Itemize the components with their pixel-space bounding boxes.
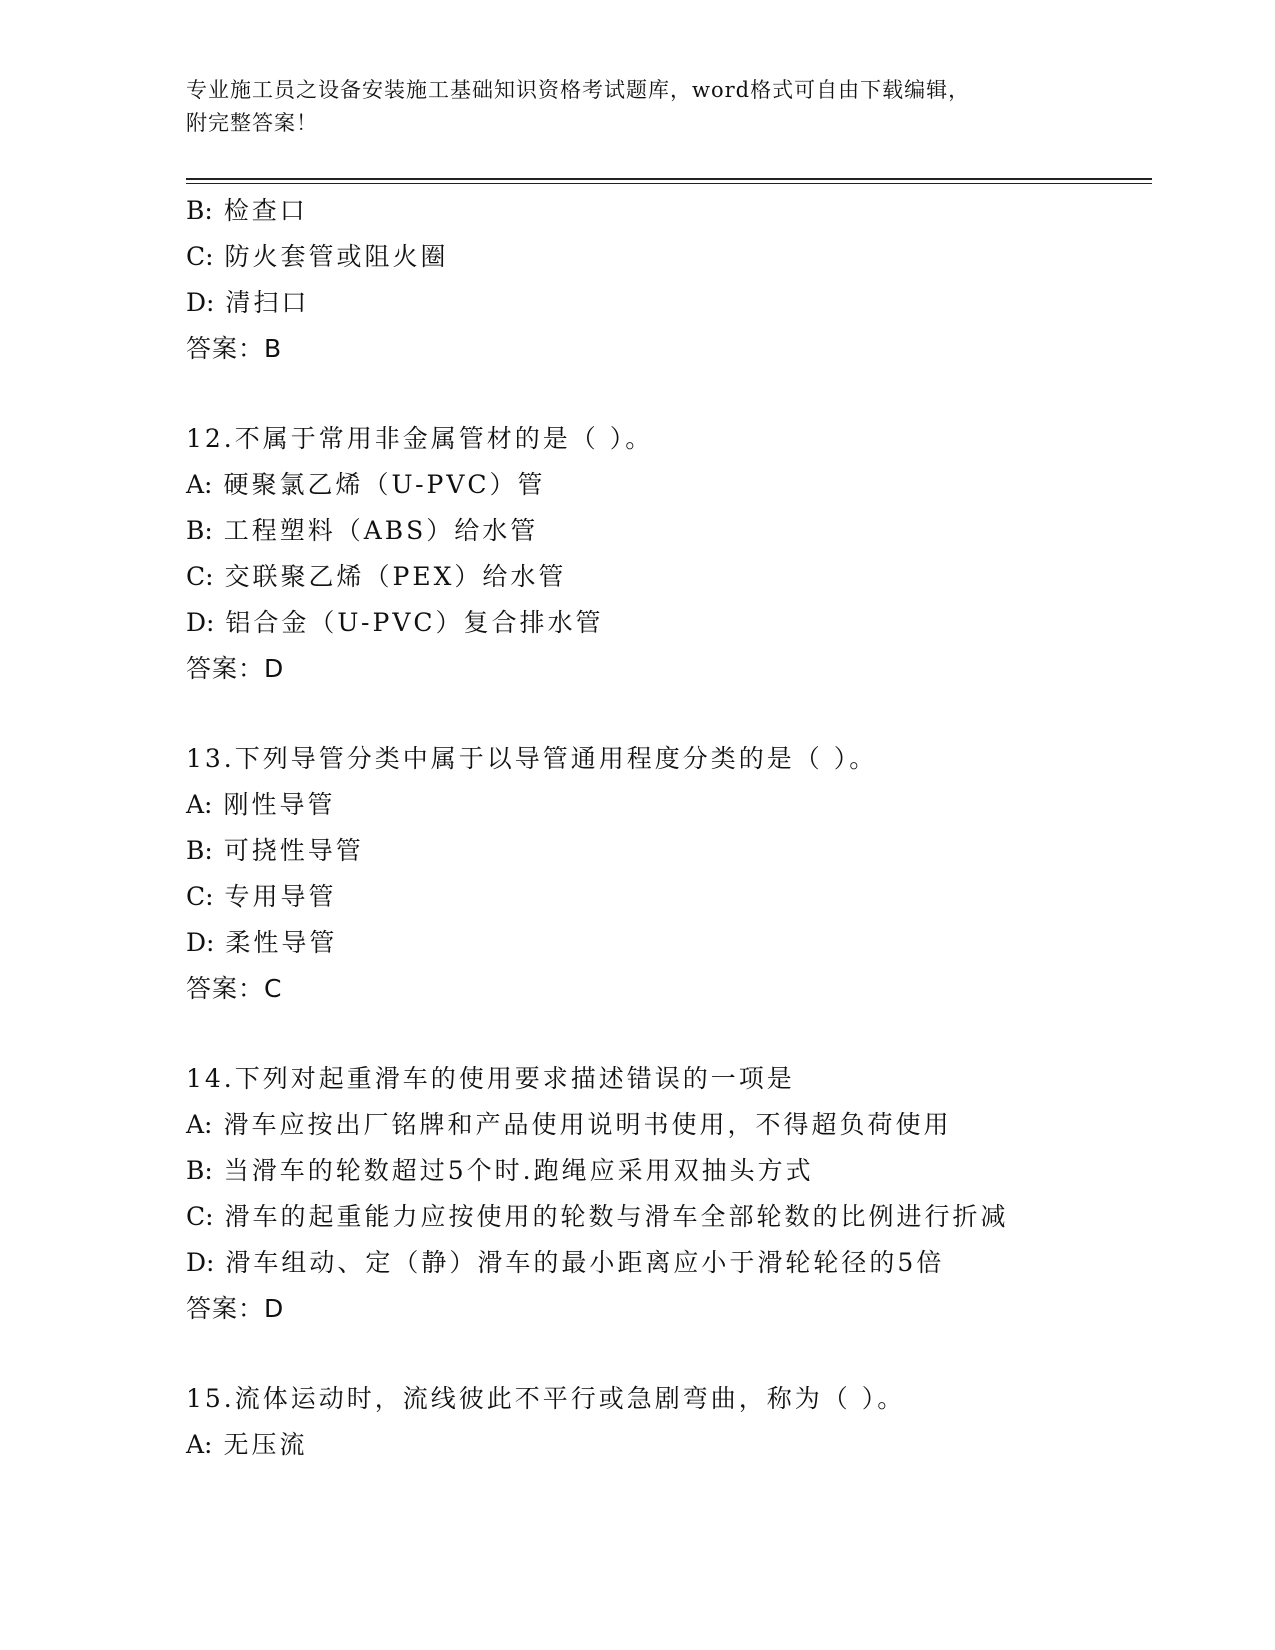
option-line bbox=[186, 782, 1152, 828]
option-line bbox=[186, 1148, 1152, 1194]
option-key: B: bbox=[186, 516, 213, 545]
option-text: 滑车组动、定（静）滑车的最小距离应小于滑轮轮径的5倍 bbox=[225, 1248, 945, 1277]
question-block-14 bbox=[186, 1056, 1152, 1332]
option-text: 专用导管 bbox=[224, 882, 337, 911]
option-key: A: bbox=[186, 470, 213, 499]
option-line bbox=[186, 600, 1152, 646]
option-text: 检查口 bbox=[223, 196, 308, 225]
option-text: 清扫口 bbox=[225, 288, 310, 317]
option-line bbox=[186, 1102, 1152, 1148]
header-line-1: 专业施工员之设备安装施工基础知识资格考试题库，word格式可自由下载编辑， bbox=[186, 78, 971, 102]
option-line bbox=[186, 508, 1152, 554]
option-text: 防火套管或阻火圈 bbox=[224, 242, 449, 271]
option-key: D: bbox=[186, 1248, 215, 1277]
option-key: D: bbox=[186, 928, 215, 957]
option-text: 可挠性导管 bbox=[223, 836, 364, 865]
option-text: 交联聚乙烯（PEX）给水管 bbox=[224, 562, 567, 591]
option-line bbox=[186, 554, 1152, 600]
option-line bbox=[186, 1240, 1152, 1286]
option-line bbox=[186, 188, 1152, 234]
option-key: A: bbox=[186, 1110, 213, 1139]
option-text: 滑车应按出厂铭牌和产品使用说明书使用，不得超负荷使用 bbox=[223, 1110, 952, 1139]
option-line bbox=[186, 874, 1152, 920]
option-text: 柔性导管 bbox=[225, 928, 338, 957]
answer-line: 答案：D bbox=[186, 654, 285, 683]
option-line bbox=[186, 234, 1152, 280]
document-header bbox=[186, 74, 1086, 140]
option-key: D: bbox=[186, 288, 215, 317]
option-line bbox=[186, 1422, 1152, 1468]
option-text: 无压流 bbox=[223, 1430, 308, 1459]
option-text: 工程塑料（ABS）给水管 bbox=[223, 516, 539, 545]
option-key: B: bbox=[186, 836, 213, 865]
question-stem: 13.下列导管分类中属于以导管通用程度分类的是（ ）。 bbox=[186, 744, 878, 773]
option-line bbox=[186, 280, 1152, 326]
option-key: A: bbox=[186, 790, 213, 819]
question-list bbox=[186, 188, 1152, 1468]
question-stem: 15.流体运动时，流线彼此不平行或急剧弯曲，称为（ ）。 bbox=[186, 1384, 906, 1413]
option-key: C: bbox=[186, 562, 214, 591]
answer-line: 答案：B bbox=[186, 334, 283, 363]
option-key: C: bbox=[186, 242, 214, 271]
option-line bbox=[186, 462, 1152, 508]
option-key: B: bbox=[186, 1156, 213, 1185]
option-key: A: bbox=[186, 1430, 213, 1459]
option-key: C: bbox=[186, 882, 214, 911]
question-block-13 bbox=[186, 736, 1152, 1012]
option-key: C: bbox=[186, 1202, 214, 1231]
answer-line: 答案：C bbox=[186, 974, 283, 1003]
option-line bbox=[186, 1194, 1152, 1240]
option-text: 滑车的起重能力应按使用的轮数与滑车全部轮数的比例进行折减 bbox=[224, 1202, 1009, 1231]
option-line bbox=[186, 920, 1152, 966]
header-line-2: 附完整答案！ bbox=[186, 111, 318, 135]
option-text: 硬聚氯乙烯（U-PVC）管 bbox=[223, 470, 546, 499]
option-key: D: bbox=[186, 608, 215, 637]
question-block-12 bbox=[186, 416, 1152, 692]
answer-line: 答案：D bbox=[186, 1294, 285, 1323]
option-key: B: bbox=[186, 196, 213, 225]
question-stem: 14.下列对起重滑车的使用要求描述错误的一项是 bbox=[186, 1064, 795, 1093]
option-line bbox=[186, 828, 1152, 874]
question-stem: 12.不属于常用非金属管材的是（ ）。 bbox=[186, 424, 654, 453]
option-text: 当滑车的轮数超过5个时.跑绳应采用双抽头方式 bbox=[223, 1156, 814, 1185]
option-text: 刚性导管 bbox=[223, 790, 336, 819]
option-text: 铝合金（U-PVC）复合排水管 bbox=[225, 608, 604, 637]
header-divider-thin bbox=[186, 183, 1152, 184]
question-block-15 bbox=[186, 1376, 1152, 1468]
header-divider bbox=[186, 178, 1152, 180]
question-block-continued bbox=[186, 188, 1152, 372]
